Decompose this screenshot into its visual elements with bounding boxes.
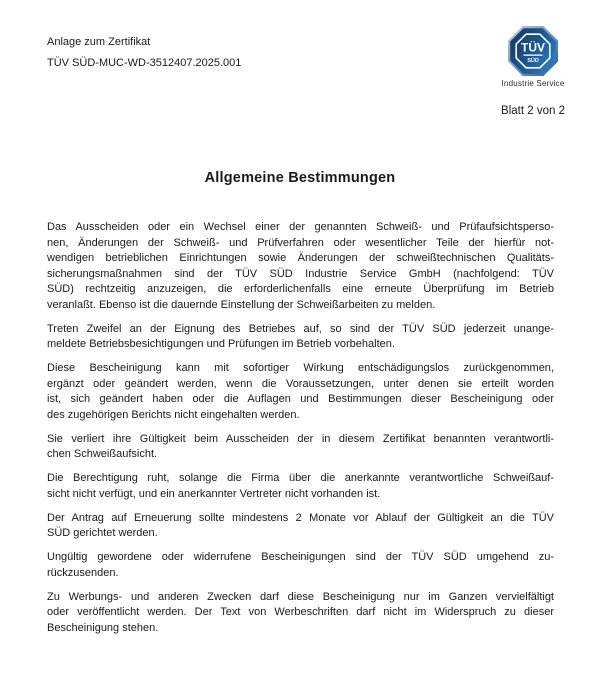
page-title: Allgemeine Bestimmungen	[204, 170, 396, 186]
paragraph-line: wendigen betrieblichen Einrichtungen sowie Änderungen der schweißtechnischen Qualitäts-	[47, 252, 554, 264]
paragraph-line: Der Antrag auf Erneuerung sollte mindestens 2 Monate vor Ablauf der Gültigkeit an die TÜV	[47, 511, 554, 524]
paragraph-line: Treten Zweifel an der Eignung des Betriebes auf, so sind der TÜV SÜD jederzeit unange-	[47, 322, 554, 335]
paragraph-line: rückzusenden.	[47, 566, 119, 579]
logo-text-sud: SÜD	[527, 58, 539, 64]
header	[47, 36, 241, 69]
paragraph-line: ergänzt oder geändert werden, wenn die Voraussetzungen, unter denen sie erteilt worden	[47, 377, 554, 390]
tuv-sud-logo-icon	[506, 26, 560, 76]
paragraph-line: veranlaßt. Ebenso ist die dauernde Einstellung der Schweißarbeiten zu melden.	[47, 298, 436, 311]
paragraph	[47, 432, 554, 463]
body-paragraphs	[47, 220, 554, 645]
paragraph	[47, 471, 554, 502]
paragraph	[47, 220, 554, 313]
paragraph	[47, 590, 554, 637]
paragraph-line: Die Berechtigung ruht, solange die Firma über die anerkannte verantwortliche Schweißauf-	[47, 472, 554, 484]
paragraph-line: oder veröffentlicht werden. Der Text von Werbeschriften darf nicht im Widerspruch zu dieser	[47, 606, 554, 618]
paragraph	[47, 511, 554, 542]
paragraph-line: Sie verliert ihre Gültigkeit beim Ausscheiden der in diesem Zertifikat benannten verantwortli-	[47, 432, 554, 445]
paragraph-line: Diese Bescheinigung kann mit sofortiger Wirkung entschädigungslos zurückgenommen,	[47, 362, 554, 374]
paragraph-line: SÜD gerichtet werden.	[47, 527, 158, 539]
paragraph-line: SÜD) rechtzeitig anzuzeigen, die erforderlichenfalls eine erneute Überprüfung im Betrieb	[47, 283, 554, 295]
logo-caption: Industrie Service	[501, 79, 565, 88]
logo-text-tuv: TÜV	[521, 40, 545, 55]
header-right-column	[488, 26, 578, 117]
paragraph-line: nen, Änderungen der Schweiß- und Prüfverfahren oder wesentlicher Teile der hierfür not-	[47, 236, 554, 249]
paragraph-line: sicht nicht verfügt, und ein anerkannter Vertreter nicht vorhanden ist.	[47, 487, 381, 500]
paragraph-line: sicherungsmaßnahmen sind der TÜV SÜD Industrie Service GmbH (nachfolgend: TÜV	[47, 267, 554, 280]
paragraph-line: Zu Werbungs- und anderen Zwecken darf diese Bescheinigung nur im Ganzen vervielfältigt	[47, 590, 554, 603]
certificate-number: TÜV SÜD-MUC-WD-3512407.2025.001	[47, 57, 242, 69]
paragraph-line: chen Schweißaufsicht.	[47, 448, 158, 460]
paragraph	[47, 322, 554, 353]
paragraph-line: Ungültig gewordene oder widerrufene Bescheinigungen sind der TÜV SÜD umgehend zu-	[47, 551, 554, 563]
paragraph-line: des zugehörigen Berichts nicht eingehalten werden.	[47, 408, 300, 421]
paragraph-line: Das Ausscheiden oder ein Wechsel einer der genannten Schweiß- und Prüfaufsichtsperso-	[47, 221, 554, 233]
paragraph-line: meldete Betriebsbesichtigungen und Prüfungen im Betrieb vorbehalten.	[47, 338, 395, 350]
annex-label: Anlage zum Zertifikat	[47, 36, 151, 48]
paragraph	[47, 361, 554, 423]
sheet-label: Blatt 2 von 2	[501, 105, 565, 117]
paragraph	[47, 550, 554, 581]
paragraph-line: Bescheinigung stehen.	[47, 621, 159, 634]
logo-divider	[524, 55, 543, 56]
paragraph-line: ist, sich geändert haben oder die Auflagen und Bestimmungen dieser Bescheinigung oder	[47, 393, 554, 405]
